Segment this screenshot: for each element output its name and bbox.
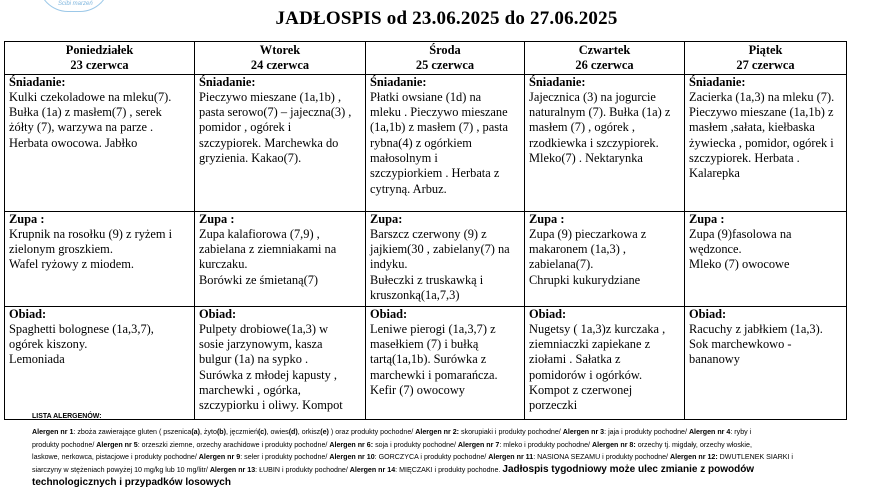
meal-line: masełkiem (7) i bułką [370,337,479,352]
day-header [5,42,195,75]
meal-label: Obiad: [199,306,237,321]
day-header [195,42,366,75]
breakfast-cell [366,74,525,211]
meal-line: kruszonką(1a,7,3) [370,288,460,303]
day-header [366,42,525,75]
meal-line: marchewki i pomarańcza. [370,367,498,382]
meal-label: Obiad: [689,306,727,321]
meal-line: zabielana z ziemniakami na [199,242,337,257]
allergen-line-2: produkty pochodne/ Alergen nr 5: orzeszki ziemne, orzechy arachidowe i produkty pochodne/ Alergen nr 6: soja i produkty pochodne/ Alergen nr 7: mleko i produkty pochodne/ Alergen nr 8: orzechy tj. migdały, orzechy włoskie, [32,440,752,449]
meal-line: jajkiem(30 , zabielany(7) na [370,242,510,257]
meal-line: żywiecka , pomidor, ogórek i [689,135,834,150]
meal-line: małosolnym i [370,151,438,166]
meal-line: pasta serowo(7) – jajeczna(3) , [199,105,352,120]
meal-line: Racuchy z jabłkiem (1a,3). [689,321,823,336]
meal-label: Śniadanie: [370,74,427,89]
meal-line: ogórek kiszony. [9,337,88,352]
meal-label: Zupa: [370,211,403,226]
dinner-cell [366,306,525,419]
dinner-cell [525,306,685,419]
day-name: Czwartek [578,43,631,57]
meal-line: indyku. [370,257,408,272]
soup-cell [366,211,525,306]
day-name: Poniedziałek [65,43,134,57]
meal-line: naturalnym (7). Bułka (1a) z [529,105,671,120]
meal-line: Pieczywo mieszane (1a,1b) z [689,105,834,120]
meal-line: Leniwe pierogi (1a,3,7) z [370,321,496,336]
breakfast-cell [685,74,847,211]
meal-line: Pieczywo mieszane (1a,1b) , [199,89,342,104]
meal-line: (1a,1b) z masłem (7) , pasta [370,120,508,135]
logo-text: Ścibi marzeń [58,1,93,7]
meal-line: Zacierka (1a,3) na mleku (7). [689,89,835,104]
meal-line: Chrupki kukurydziane [529,272,641,287]
allergen-line-3: laskowe, nerkowca, pistacjowe i produkty pochodne/ Alergen nr 9: seler i produkty pochodne/ Alergen nr 10: GORCZYCA i produkty pochodne/ Alergen nr 11: NASIONA SEZAMU i produkty pochodne/ Alergen nr 12: DWUTLENEK SIARKI i [32,453,793,462]
meal-line: marchewki , ogórka, [199,383,301,398]
meal-line: kurczaku. [199,257,248,272]
meal-line: Lemoniada [9,352,65,367]
meal-line: makaronem (1a,3) , [529,242,627,257]
allergen-line-4: siarczyny w stężeniach powyżej 10 mg/kg lub 10 mg/litr/ Alergen nr 13: ŁUBIN i produkty pochodne/ Alergen nr 14: MIĘCZAKI i produkty pochodne. Jadłospis tygodniowy może ulec zmianie z powodów [32,464,755,476]
meal-line: Mleko (7) owocowe [689,257,790,272]
meal-label: Zupa : [199,211,235,226]
meal-line: Krupnik na rosołku (9) z ryżem i [9,226,173,241]
menu-table [4,41,847,420]
meal-line: Jajecznica (3) na jogurcie [529,89,656,104]
meal-line: tartą(1a,1b). Surówka z [370,352,487,367]
meal-line: Zupa (9) pieczarkowa z [529,226,647,241]
meal-line: pomidor , ogórek i [199,120,292,135]
meal-line: Borówki ze śmietaną(7) [199,272,319,287]
soup-cell [5,211,195,306]
soup-row [5,211,847,306]
meal-line: Pulpety drobiowe(1a,3) w [199,321,329,336]
meal-line: rybna(4) z ogórkiem [370,135,472,150]
dinner-row [5,306,847,419]
day-name: Wtorek [259,43,301,57]
breakfast-cell [525,74,685,211]
allergen-header: LISTA ALERGENÓW: [32,413,102,420]
meal-label: Obiad: [9,306,47,321]
day-name: Środa [429,43,461,57]
day-name: Piątek [748,43,783,57]
day-date: 27 czerwca [736,58,795,73]
meal-line: Nugetsy ( 1a,3)z kurczaka , [529,321,666,336]
meal-line: zabielana(7). [529,257,594,272]
meal-line: Kalarepka [689,166,740,181]
meal-line: Herbata owocowa. Jabłko [9,135,138,150]
breakfast-row [5,74,847,211]
day-header [685,42,847,75]
meal-line: rzodkiewka i szczypiorek. [529,135,659,150]
meal-line: Zupa (9)fasolowa na wędzonce. [689,226,792,257]
meal-line: Bułeczki z truskawką i [370,272,484,287]
meal-label: Śniadanie: [689,74,746,89]
allergen-line-1: Alergen nr 1: zboża zawierające gluten ( pszenica(a), żyto(b), jęczmień(c), owies(d), orkisz(e) ) oraz produkty pochodne/ Alergen nr 2: skorupiaki i produkty pochodne/ Alergen nr 3: jaja i produkty pochodne/ Alergen nr 4: ryby i [32,427,752,436]
meal-line: Kulki czekoladowe na mleku(7). [9,89,172,104]
day-date: 24 czerwca [250,58,310,73]
meal-label: Śniadanie: [529,74,586,89]
meal-label: Śniadanie: [199,74,256,89]
meal-line: Barszcz czerwony (9) z [370,226,487,241]
breakfast-cell [195,74,366,211]
day-date: 26 czerwca [575,58,634,73]
day-header [525,42,685,75]
meal-label: Obiad: [529,306,567,321]
meal-line: Mleko(7) . Nektarynka [529,151,643,166]
menu-change-note-2: technologicznych i przypadków losowych [32,476,231,488]
meal-label: Obiad: [370,306,408,321]
meal-line: szczypiorek. Herbata . [689,151,800,166]
day-date: 25 czerwca [415,58,475,73]
dinner-cell [5,306,195,419]
soup-cell [195,211,366,306]
meal-line: szczypiorek. Marchewka do [199,135,339,150]
meal-label: Zupa : [689,211,725,226]
meal-line: Kefir (7) owocowy [370,383,465,398]
meal-label: Zupa : [529,211,565,226]
meal-line: Surówka z młodej kapusty , [199,367,337,382]
soup-cell [685,211,847,306]
meal-line: sosie jarzynowym, kasza [199,337,323,352]
soup-cell [525,211,685,306]
meal-line: porzeczki [529,398,578,413]
meal-line: Sok marchewkowo - bananowy [689,337,792,367]
meal-line: Wafel ryżowy z miodem. [9,257,134,272]
meal-line: szczypiorkiem . Herbata z [370,166,500,181]
meal-line: gryzienia. Kakao(7). [199,151,302,166]
meal-line: Kompot z czerwonej [529,383,633,398]
meal-line: Bułka (1a) z masłem(7) , serek [9,105,162,120]
meal-line: Płatki owsiane (1d) na [370,89,482,104]
menu-change-note: Jadłospis tygodniowy może ulec zmianie z powodów [502,464,755,476]
meal-label: Zupa : [9,211,45,226]
meal-line: cytryną. Arbuz. [370,181,447,196]
page-title: JADŁOSPIS od 23.06.2025 do 27.06.2025 [275,8,618,29]
meal-line: pomidorów i ogórków. [529,367,643,382]
dinner-cell [685,306,847,419]
meal-line: Spaghetti bolognese (1a,3,7), [9,321,154,336]
meal-line: zielonym groszkiem. [9,242,113,257]
meal-label: Śniadanie: [9,74,66,89]
meal-line: bulgur (1a) na sypko . [199,352,309,367]
meal-line: masłem (7) , ogórek , [529,120,635,135]
meal-line: ziemniaczki zapiekane z [529,337,651,352]
meal-line: żółty (7), warzywa na parze . [9,120,154,135]
breakfast-cell [5,74,195,211]
meal-line: masłem ,sałata, kiełbaska [689,120,815,135]
meal-line: Zupa kalafiorowa (7,9) , [199,226,320,241]
meal-line: mleku . Pieczywo mieszane [370,105,508,120]
day-header-row [5,42,847,75]
meal-line: szczypiorku i oliwy. Kompot [199,398,343,413]
meal-line: ziołami . Sałatka z [529,352,621,367]
day-date: 23 czerwca [70,58,129,73]
allergen-list [32,411,872,490]
dinner-cell [195,306,366,419]
